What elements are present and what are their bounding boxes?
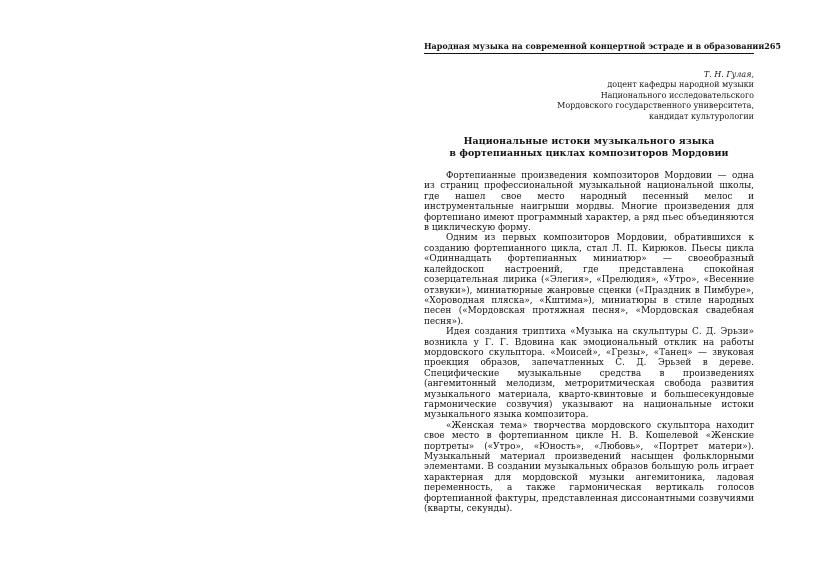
title-line: в фортепианных циклах композиторов Мордовии [449, 147, 729, 159]
paragraph: «Женская тема» творчества мордовского скульптора находит свое место в фортепианном цикле Н. В. Кошелевой «Женские портреты» («Утро», «Юность», «Любовь», «Портрет матери»). Музыкальный материал произведений насыщен фольклорными элементами. В создании музыкальных образов большую роль играет характерная для мордовской музыки ангемитоника, ладовая переменность, а также гармоническая вертикаль голосов фортепианной фактуры, представленная диссонантными созвучиями (кварты, секунды). [424, 420, 754, 515]
affiliation-line: Мордовского государственного университета, [557, 101, 754, 111]
affiliation-line: Национального исследовательского [600, 90, 754, 100]
title-line: Национальные истоки музыкального языка [463, 136, 715, 148]
author-name: Т. Н. Гулая, [703, 70, 754, 79]
affiliation-line: доцент кафедры народной музыки [607, 80, 754, 90]
book-page [424, 41, 781, 515]
article-body [424, 171, 754, 514]
running-title: Народная музыка на современной концертной эстраде и в образовании [424, 41, 765, 51]
paragraph: Одним из первых композиторов Мордовии, обратившихся к созданию фортепианного цикла, стал Л. П. Кирюков. Пьесы цикла «Одиннадцать фортепианных миниатюр» — своеобразный калейдоскоп настроений, где представлена спокойная созерцательная лирика («Элегия», «Прелюдия», «Утро», «Весенние отзвуки»), миниатюрные жанровые сценки («Праздник в Пимбуре», «Хороводная пляска», «Кштима»), миниатюры в стиле народных песен («Мордовская протяжная песня», «Мордовская свадебная песня»). [424, 233, 754, 327]
affiliation-line: кандидат культурологии [649, 111, 754, 121]
running-header [424, 41, 781, 54]
article-title [424, 136, 754, 159]
paragraph: Идея создания триптиха «Музыка на скульптуры С. Д. Эрьзи» возникла у Г. Г. Вдовина как эмоциональный отклик на работы мордовского скульптора. «Моисей», «Грезы», «Танец» — звуковая проекция образов, запечатленных С. Д. Эрьзей в дереве. Специфические музыкальные средства в произведениях (ангемитонный мелодизм, метроритмическая свобода развития музыкального материала, кварто-квинтовые и большесекундовые гармонические созвучия) указывают на национальные истоки музыкального языка композитора. [424, 327, 754, 421]
paragraph: Фортепианные произведения композиторов Мордовии — одна из страниц профессиональной музыкальной национальной школы, где нашел свое место народный песенный мелос и инструментальные наигрыши мордвы. Многие произведения для фортепиано имеют программный характер, а ряд пьес объединяются в циклическую форму. [424, 171, 754, 234]
page-number: 265 [764, 41, 781, 51]
author-block [424, 70, 754, 122]
